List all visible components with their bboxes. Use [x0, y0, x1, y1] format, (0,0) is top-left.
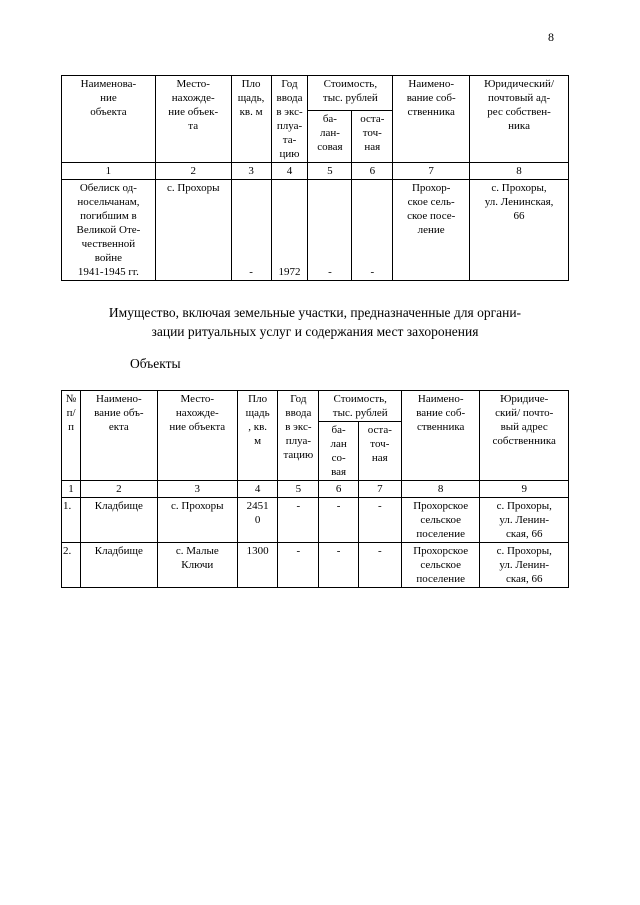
header-cost-residual: оста- точ- ная [352, 111, 393, 163]
column-number: 5 [278, 481, 319, 498]
column-number: 7 [358, 481, 401, 498]
cell-year: - [278, 543, 319, 588]
cell-area: 2451 0 [238, 498, 278, 543]
column-number: 9 [480, 481, 569, 498]
header-owner: Наимено- вание соб- ственника [401, 391, 479, 481]
property-table-monuments [61, 75, 569, 281]
section-subheading: Объекты [130, 356, 181, 371]
table-row [62, 180, 569, 281]
cell-location: с. Прохоры [157, 498, 237, 543]
column-number: 1 [62, 481, 81, 498]
cell-name: Кладбище [81, 543, 157, 588]
header-number: № п/ п [62, 391, 81, 481]
cell-area: 1300 [238, 543, 278, 588]
header-year: Год ввода в экс- плуа- та- цию [271, 76, 308, 163]
header-year: Год ввода в экс- плуа- тацию [278, 391, 319, 481]
table-row [62, 498, 569, 543]
header-cost-residual: оста- точ- ная [358, 422, 401, 481]
header-cost: Стоимость, тыс. рублей [308, 76, 393, 111]
header-cost-balance: ба- лан- совая [308, 111, 352, 163]
column-number: 7 [393, 163, 470, 180]
column-number: 1 [62, 163, 156, 180]
table-header-row [62, 76, 569, 111]
cell-residual: - [358, 498, 401, 543]
column-number: 2 [81, 481, 157, 498]
cell-owner: Прохорское сельское поселение [401, 543, 479, 588]
header-name: Наименова- ние объекта [62, 76, 156, 163]
cell-residual: - [352, 180, 393, 281]
table-row [62, 543, 569, 588]
header-name: Наимено- вание объ- екта [81, 391, 157, 481]
header-location: Место- нахожде- ние объек- та [155, 76, 231, 163]
cell-address: с. Прохоры, ул. Ленин- ская, 66 [480, 498, 569, 543]
section-heading: Имущество, включая земельные участки, предназначенные для органи- зации ритуальных услуг и содержания мест захоронения [108, 305, 522, 339]
header-location: Место- нахожде- ние объекта [157, 391, 237, 481]
cell-area: - [231, 180, 271, 281]
cell-address: с. Прохоры, ул. Ленин- ская, 66 [480, 543, 569, 588]
column-number: 4 [238, 481, 278, 498]
header-address: Юридиче- ский/ почто- вый адрес собственника [480, 391, 569, 481]
cell-balance: - [319, 543, 358, 588]
column-number: 3 [157, 481, 237, 498]
cell-year: - [278, 498, 319, 543]
column-number: 6 [352, 163, 393, 180]
header-owner: Наимено- вание соб- ственника [393, 76, 470, 163]
cell-owner: Прохорское сельское поселение [401, 498, 479, 543]
column-number: 8 [401, 481, 479, 498]
column-numbers-row [62, 481, 569, 498]
page-number: 8 [548, 30, 554, 44]
header-cost-balance: ба- лан со- вая [319, 422, 358, 481]
column-number: 6 [319, 481, 358, 498]
header-area: Пло щадь, кв. м [231, 76, 271, 163]
cell-residual: - [358, 543, 401, 588]
cell-location: с. Малые Ключи [157, 543, 237, 588]
cell-name: Обелиск од- носельчанам, погибшим в Великой Оте- чественной войне 1941-1945 гг. [62, 180, 156, 281]
column-number: 4 [271, 163, 308, 180]
cell-address: с. Прохоры, ул. Ленинская, 66 [470, 180, 569, 281]
property-table-cemeteries [61, 390, 569, 588]
cell-number: 2. [62, 543, 81, 588]
cell-number: 1. [62, 498, 81, 543]
header-address: Юридический/ почтовый ад- рес собствен- ника [470, 76, 569, 163]
cell-balance: - [319, 498, 358, 543]
column-number: 5 [308, 163, 352, 180]
cell-owner: Прохор- ское сель- ское посе- ление [393, 180, 470, 281]
cell-year: 1972 [271, 180, 308, 281]
cell-location: с. Прохоры [155, 180, 231, 281]
column-number: 8 [470, 163, 569, 180]
header-cost: Стоимость, тыс. рублей [319, 391, 401, 422]
column-number: 2 [155, 163, 231, 180]
column-number: 3 [231, 163, 271, 180]
column-numbers-row [62, 163, 569, 180]
table-header-row [62, 391, 569, 422]
cell-name: Кладбище [81, 498, 157, 543]
header-area: Пло щадь , кв. м [238, 391, 278, 481]
cell-balance: - [308, 180, 352, 281]
